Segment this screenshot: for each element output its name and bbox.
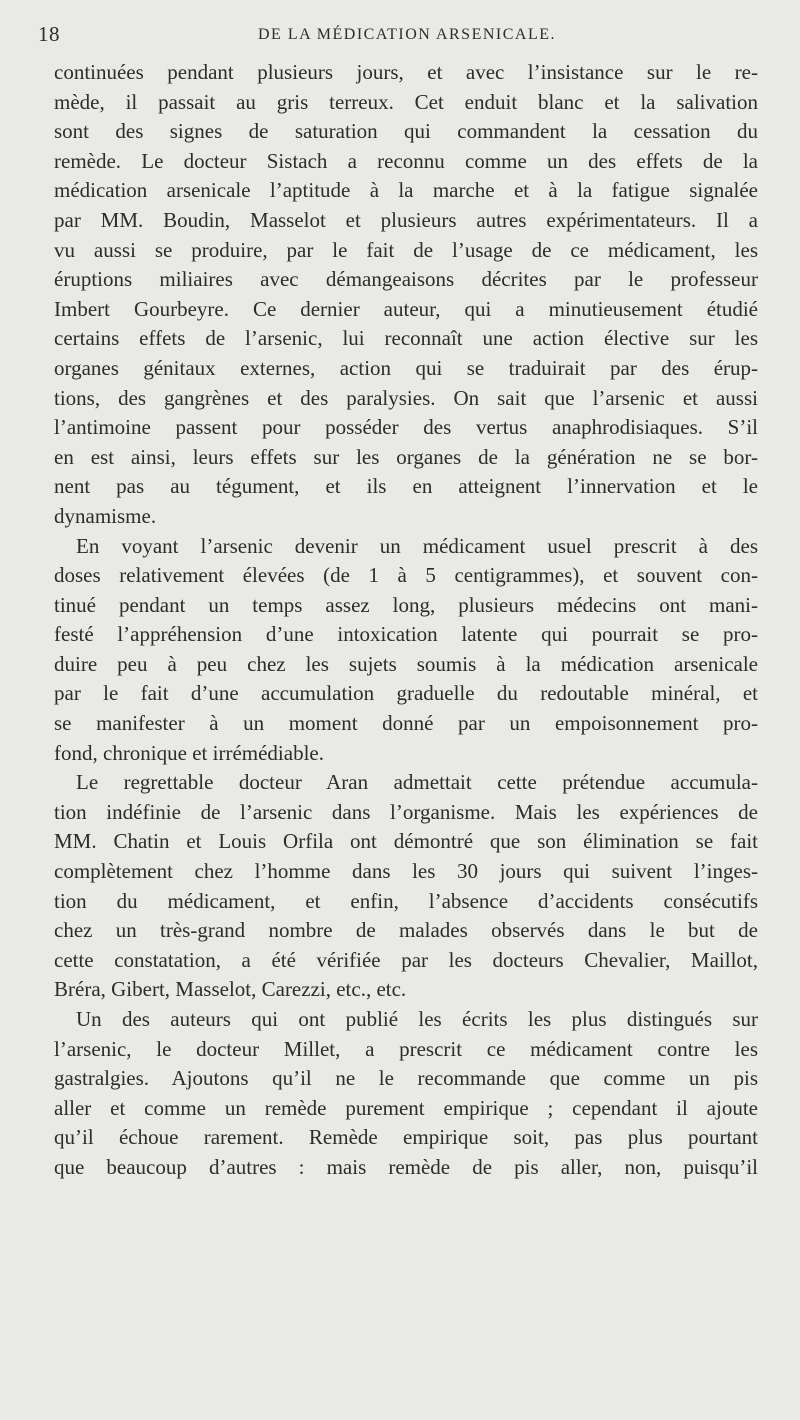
text-line: médication arsenicale l’aptitude à la marche et à la fatigue signalée bbox=[54, 178, 758, 203]
text-line: nent pas au tégument, et ils en atteignent l’innervation et le bbox=[54, 474, 758, 499]
body-text bbox=[54, 58, 758, 1183]
text-line: se manifester à un moment donné par un empoisonnement pro- bbox=[54, 711, 758, 736]
text-line: par le fait d’une accumulation graduelle du redoutable minéral, et bbox=[54, 681, 758, 706]
text-line: Bréra, Gibert, Masselot, Carezzi, etc., etc. bbox=[54, 977, 407, 1002]
text-line: tion indéfinie de l’arsenic dans l’organisme. Mais les expériences de bbox=[54, 799, 758, 824]
text-line: l’antimoine passent pour posséder des vertus anaphrodisiaques. S’il bbox=[54, 415, 758, 440]
text-line: organes génitaux externes, action qui se traduirait par des érup- bbox=[54, 355, 758, 380]
text-line: cette constatation, a été vérifiée par les docteurs Chevalier, Maillot, bbox=[54, 947, 758, 972]
text-line: continuées pendant plusieurs jours, et avec l’insistance sur le re- bbox=[54, 60, 758, 84]
text-line: festé l’appréhension d’une intoxication latente qui pourrait se pro- bbox=[54, 622, 758, 647]
running-title: DE LA MÉDICATION ARSENICALE. bbox=[258, 26, 556, 43]
text-line: Imbert Gourbeyre. Ce dernier auteur, qui a minutieusement étudié bbox=[54, 296, 758, 321]
text-line: chez un très-grand nombre de malades observés dans le but de bbox=[54, 918, 758, 943]
text-line: mède, il passait au gris terreux. Cet enduit blanc et la salivation bbox=[54, 89, 758, 114]
text-line: tions, des gangrènes et des paralysies. On sait que l’arsenic et aussi bbox=[54, 385, 758, 410]
text-line: dynamisme. bbox=[54, 503, 157, 528]
text-line: l’arsenic, le docteur Millet, a prescrit ce médicament contre les bbox=[54, 1036, 758, 1061]
text-line: Le regrettable docteur Aran admettait cette prétendue accumula- bbox=[76, 770, 758, 795]
text-line: vu aussi se produire, par le fait de l’usage de ce médicament, les bbox=[54, 237, 758, 262]
text-line: tinué pendant un temps assez long, plusieurs médecins ont mani- bbox=[54, 592, 758, 617]
text-line: tion du médicament, et enfin, l’absence d’accidents consécutifs bbox=[54, 888, 758, 913]
text-line: complètement chez l’homme dans les 30 jours qui suivent l’inges- bbox=[54, 859, 758, 884]
text-line: que beaucoup d’autres : mais remède de pis aller, non, puisqu’il bbox=[54, 1154, 758, 1179]
running-head bbox=[38, 22, 748, 52]
text-line: MM. Chatin et Louis Orfila ont démontré que son élimination se fait bbox=[54, 829, 758, 854]
text-line: fond, chronique et irrémédiable. bbox=[54, 740, 324, 765]
text-line: doses relativement élevées (de 1 à 5 centigrammes), et souvent con- bbox=[54, 563, 758, 588]
text-line: sont des signes de saturation qui commandent la cessation du bbox=[54, 119, 758, 144]
text-line: par MM. Boudin, Masselot et plusieurs autres expérimentateurs. Il a bbox=[54, 207, 758, 232]
text-line: qu’il échoue rarement. Remède empirique soit, pas plus pourtant bbox=[54, 1125, 758, 1150]
text-line: éruptions miliaires avec démangeaisons décrites par le professeur bbox=[54, 267, 758, 292]
text-line: remède. Le docteur Sistach a reconnu comme un des effets de la bbox=[54, 148, 758, 173]
text-line: Un des auteurs qui ont publié les écrits les plus distingués sur bbox=[76, 1007, 758, 1031]
text-line: En voyant l’arsenic devenir un médicament usuel prescrit à des bbox=[76, 533, 758, 558]
text-line: duire peu à peu chez les sujets soumis à la médication arsenicale bbox=[54, 651, 758, 676]
text-line: gastralgies. Ajoutons qu’il ne le recommande que comme un pis bbox=[54, 1066, 758, 1091]
text-line: en est ainsi, leurs effets sur les organes de la génération ne se bor- bbox=[54, 444, 758, 469]
text-line: aller et comme un remède purement empirique ; cependant il ajoute bbox=[54, 1095, 758, 1120]
page-number: 18 bbox=[38, 22, 60, 46]
text-line: certains effets de l’arsenic, lui reconnaît une action élective sur les bbox=[54, 326, 758, 351]
